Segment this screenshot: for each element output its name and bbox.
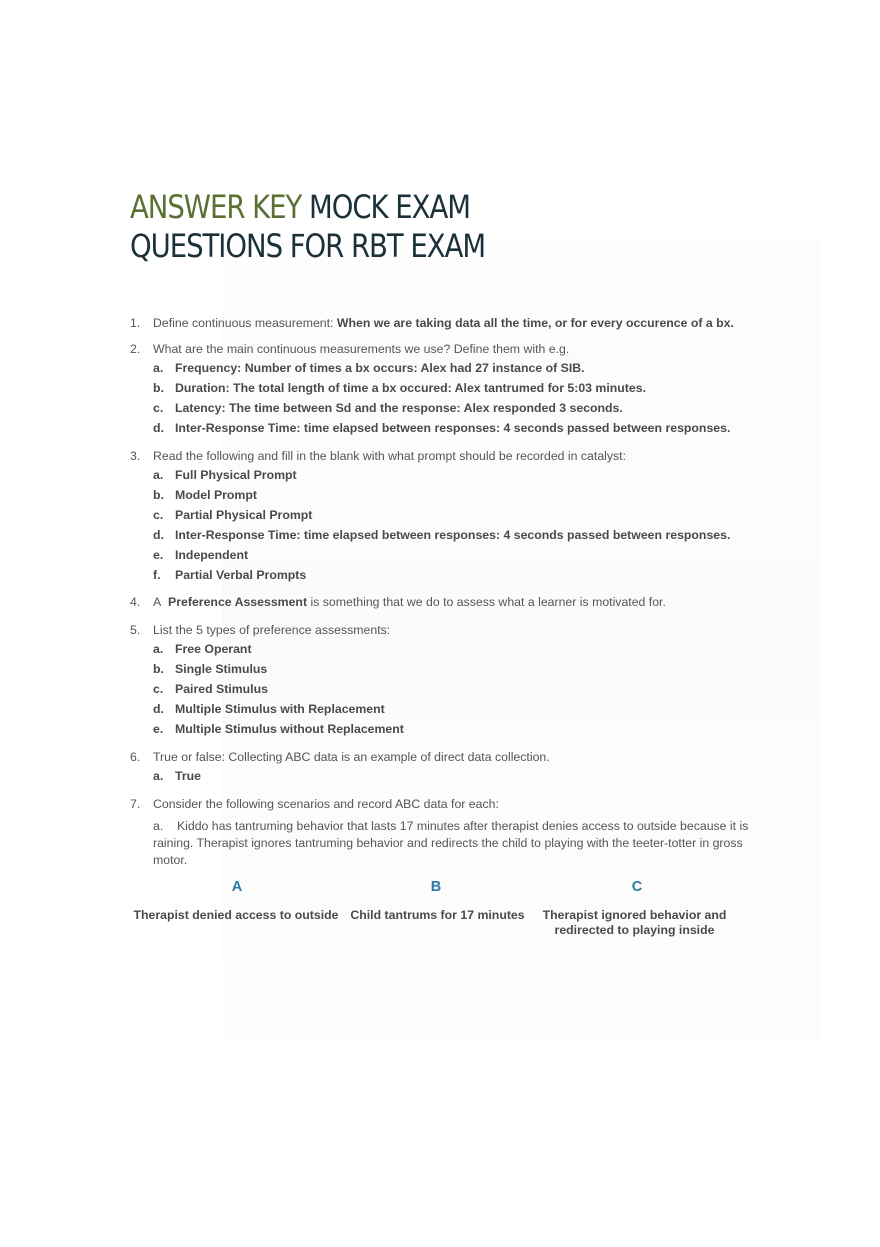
title-line1: MOCK EXAM: [309, 188, 470, 226]
item-text: Latency: The time between Sd and the response: Alex responded 3 seconds.: [175, 401, 623, 415]
item-letter: a.: [153, 361, 164, 375]
item-letter: b.: [153, 662, 164, 676]
item-letter: c.: [153, 401, 164, 415]
scenario-paragraph: [153, 818, 758, 869]
item-letter: b.: [153, 488, 164, 502]
item-text: Inter-Response Time: time elapsed between responses: 4 seconds passed between responses.: [175, 421, 731, 435]
item-letter: f.: [153, 568, 161, 582]
item-text: Partial Verbal Prompts: [175, 568, 307, 582]
item-letter: c.: [153, 682, 164, 696]
item-text: Duration: The total length of time a bx occured: Alex tantrumed for 5:03 minutes.: [175, 381, 646, 395]
question-text-post: is something that we do to assess what a learner is motivated for.: [310, 595, 666, 609]
abc-behavior: Child tantrums for 17 minutes: [350, 908, 525, 922]
item-text: Single Stimulus: [175, 662, 268, 676]
question-number: 7.: [130, 797, 141, 811]
question-text-pre: A: [153, 595, 162, 609]
item-letter: d.: [153, 702, 164, 716]
abc-header-consequence: C: [631, 879, 643, 895]
item-letter: d.: [153, 528, 164, 542]
item-letter: a.: [153, 642, 164, 656]
item-text: Free Operant: [175, 642, 252, 656]
item-text: Independent: [175, 548, 249, 562]
question-number: 1.: [130, 316, 141, 330]
item-text: Frequency: Number of times a bx occurs: Alex had 27 instance of SIB.: [175, 361, 585, 375]
item-text: Full Physical Prompt: [175, 468, 297, 482]
item-letter: e.: [153, 722, 164, 736]
title-accent: ANSWER KEY: [130, 188, 302, 226]
item-text: Multiple Stimulus with Replacement: [175, 702, 385, 716]
question-number: 2.: [130, 342, 141, 356]
item-text: Model Prompt: [175, 488, 257, 502]
scenario-letter: a.: [153, 819, 164, 833]
item-letter: e.: [153, 548, 164, 562]
question-text: What are the main continuous measurements we use? Define them with e.g.: [153, 342, 570, 356]
item-letter: a.: [153, 769, 164, 783]
question-number: 3.: [130, 449, 141, 463]
abc-header-behavior: B: [430, 879, 442, 895]
question-number: 4.: [130, 595, 141, 609]
question-number: 6.: [130, 750, 141, 764]
question-answer: Preference Assessment: [168, 595, 308, 609]
title-line2: QUESTIONS FOR RBT EXAM: [130, 227, 486, 265]
question-text: List the 5 types of preference assessments:: [153, 623, 391, 637]
item-text: Paired Stimulus: [175, 682, 268, 696]
question-text: Define continuous measurement:: [153, 316, 334, 330]
abc-header-antecedent: A: [231, 879, 243, 895]
item-letter: a.: [153, 468, 164, 482]
question-text: Read the following and fill in the blank with what prompt should be recorded in catalyst:: [153, 449, 627, 463]
item-letter: c.: [153, 508, 164, 522]
item-letter: d.: [153, 421, 164, 435]
item-letter: b.: [153, 381, 164, 395]
item-text: True: [175, 769, 201, 783]
scenario-text: Kiddo has tantruming behavior that lasts 17 minutes after therapist denies access to outside because it is raining. Therapist ignores tantruming behavior and redirects the child to playing with the teeter-totter in gross motor.: [153, 819, 749, 867]
item-text: Multiple Stimulus without Replacement: [175, 722, 404, 736]
question-text: True or false: Collecting ABC data is an example of direct data collection.: [153, 750, 550, 764]
abc-consequence: Therapist ignored behavior and redirected to playing inside: [542, 908, 727, 937]
page-title: [130, 188, 485, 266]
question-answer: When we are taking data all the time, or for every occurence of a bx.: [336, 316, 734, 330]
question-number: 5.: [130, 623, 141, 637]
abc-antecedent: Therapist denied access to outside: [133, 908, 339, 922]
item-text: Inter-Response Time: time elapsed between responses: 4 seconds passed between responses.: [175, 528, 731, 542]
item-text: Partial Physical Prompt: [175, 508, 313, 522]
question-text: Consider the following scenarios and record ABC data for each:: [153, 797, 499, 811]
